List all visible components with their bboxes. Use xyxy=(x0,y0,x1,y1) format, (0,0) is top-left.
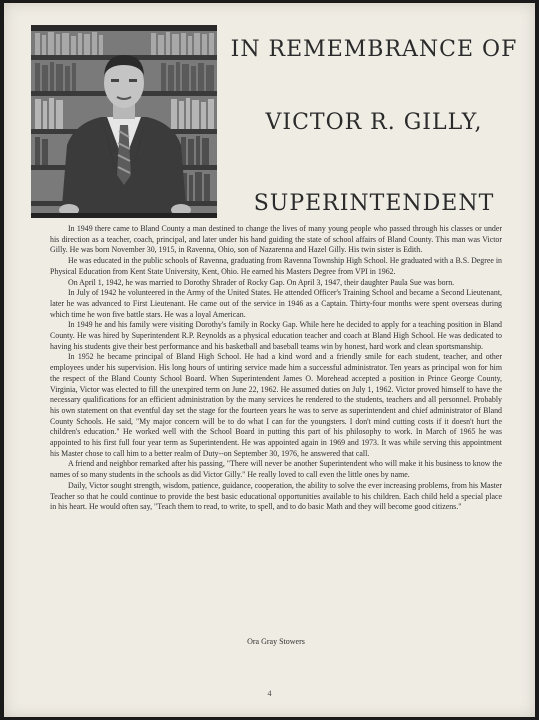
paragraph-legacy: Daily, Victor sought strength, wisdom, patience, guidance, cooperation, the ability to solve the ever increasing problems, from his Master Teacher so that he could continue to provide the best basic educational opportunities available to his children. Each child held a special place in his heart. He would often say, "Teach them to read, to write, to spell, and to do basic Math and they will become good citizens." xyxy=(50,480,502,512)
title-superintendent: SUPERINTENDENT xyxy=(253,190,495,216)
author-signature: Ora Gray Stowers xyxy=(247,637,305,646)
yearbook-page xyxy=(4,3,535,717)
paragraph-principal: In 1952 he became principal of Bland High School. He had a kind word and a friendly smile for each student, teacher, and other employees under his supervision. His long hours of untiring service made him a successful administrator. Ten years as principal won for him the respect of the Bland County School Board. When Superintendent James O. Morehead accepted a position in Prince George County, Virginia, Victor was elected to fill the unexpired term on June 22, 1962. He assumed duties on July 1, 1962. Victor proved himself to have the necessary qualifications for an efficient administration by the many services he rendered to the students, teachers and all personnel. Probably his own statement on that eventful day set the stage for the fourteen years he was to serve as superintendent and chief administrator of Bland County Schools. He said, "My major concern will be to do what I can for the youngsters. I don't mind cutting costs if it doesn't hurt the children's education." He worked well with the School Board in putting this part of his philosophy to work. In March of 1965 he was appointed to his first full four year term as Superintendent. He was appointed again in 1969 and 1973. It was while serving this appointment his Master chose to call him to a better realm of Duty--on September 30, 1976, he answered that call. xyxy=(50,352,502,458)
title-in-remembrance-of: IN REMEMBRANCE OF xyxy=(230,36,518,62)
title-name: VICTOR R. GILLY, xyxy=(265,109,483,135)
page-number: 4 xyxy=(267,689,272,698)
paragraph-education: He was educated in the public schools of Ravenna, graduating from Ravenna Township High School. He graduated with a B.S. Degree in Physical Education from Kent State University, Kent, Ohio. He earned his Masters Degree from VPI in 1962. xyxy=(50,256,502,276)
paragraph-military: In July of 1942 he volunteered in the Army of the United States. He attended Officer's Training School and became a Second Lieutenant, later he was advanced to First Lieutenant. He came out of the service in 1946 as a Captain. Thirty-four months were spent overseas during which time he won five battle stars. He was a loyal American. xyxy=(50,288,502,319)
portrait-photo xyxy=(31,25,217,218)
paragraph-marriage: On April 1, 1942, he was married to Dorothy Shrader of Rocky Gap. On April 3, 1947, their daughter Paula Sue was born. xyxy=(68,277,455,287)
memorial-article xyxy=(50,224,502,513)
paragraph-remark: A friend and neighbor remarked after his passing, "There will never be another Superintendent who will make it his business to know the names of so many students in the schools as did Victor Gilly." He really loved to call even the little ones by name. xyxy=(50,459,502,480)
paragraph-arrival: In 1949 there came to Bland County a man destined to change the lives of many young people who passed through his classes or under his direction as a teacher, coach, principal, and later under his hand guiding the state of school affairs of Bland County. This man was Victor Gilly. He was born November 30, 1915, in Ravenna, Ohio, son of Nazarenna and Hazel Gilly. His twin sister is Edith. xyxy=(50,224,502,255)
paragraph-teaching: In 1949 he and his family were visiting Dorothy's family in Rocky Gap. While here he decided to apply for a teaching position in Bland County. He was hired by Superintendent R.P. Reynolds as a physical education teacher and coach at Bland High School. He was dedicated to having his students give their best performance and his basketball and baseball teams win by honest, hard work and clean sportsmanship. xyxy=(50,320,502,351)
